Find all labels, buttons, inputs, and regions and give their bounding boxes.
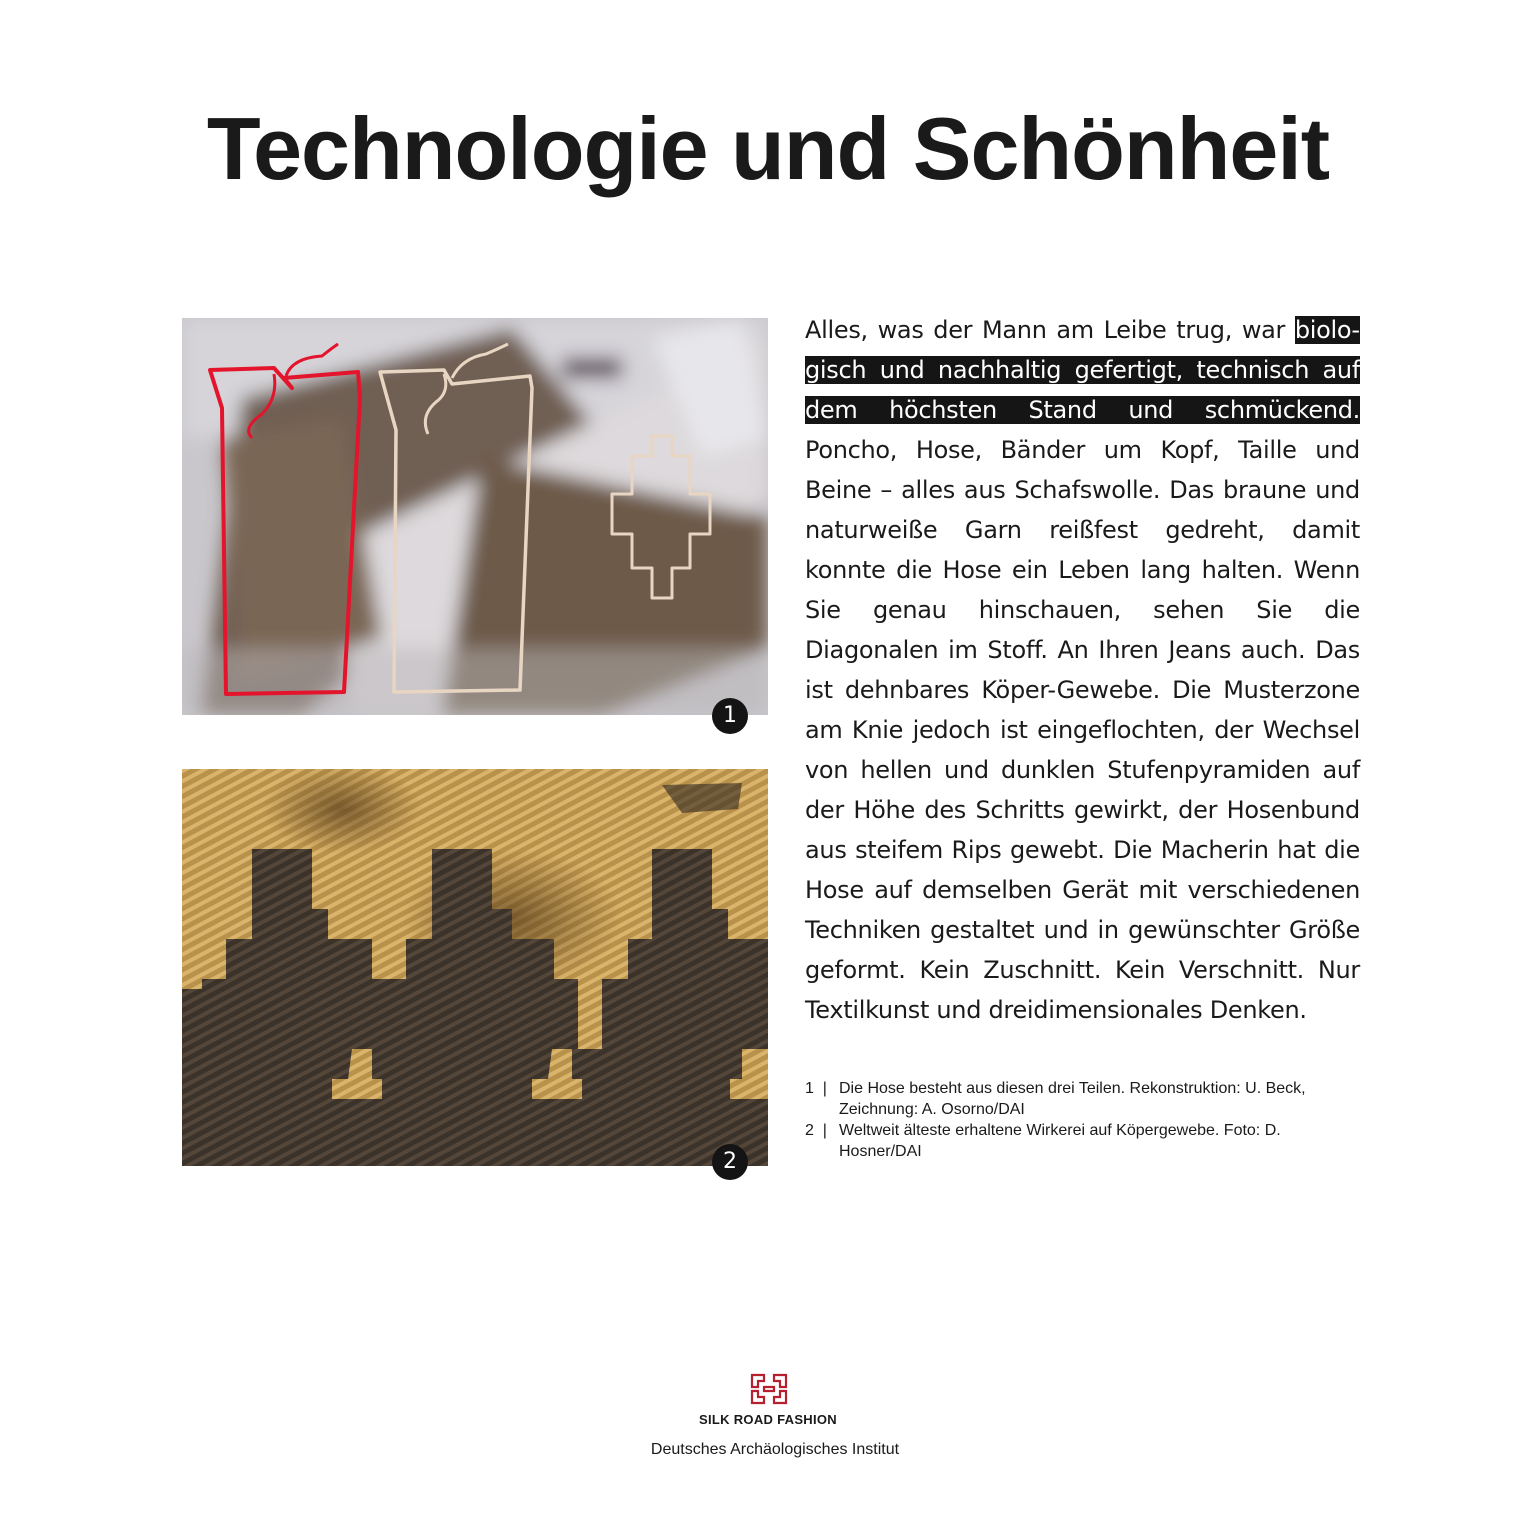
figure-1-photo [182, 318, 768, 715]
body-text [805, 310, 1360, 1030]
body-rest: Poncho, Hose, Bänder um Kopf, Taille und Beine – alles aus Schafswolle. Das braune und naturweiße Garn reißfest gedreht, damit konnte die Hose ein Leben lang halten. Wenn Sie genau hinschauen, sehen Sie die Diagonalen im Stoff. An Ihren Jeans auch. Das ist dehnbares Köper-Gewebe. Die Musterzone am Knie jedoch ist eingeflochten, der Wechsel von hellen und dunklen Stufenpyramiden auf der Höhe des Schritts gewirkt, der Hosenbund aus steifem Rips gewebt. Die Macherin hat die Hose auf demselben Gerät mit verschiedenen Techniken gestaltet und in gewünschter Größe geformt. Kein Zuschnitt. Kein Verschnitt. Nur Textilkunst und dreidimensionales Denken. [805, 436, 1360, 1024]
body-highlight: biologisch und nachhaltig gefertigt, technisch auf dem höchsten Stand und schmückend. [805, 316, 1360, 424]
figure-2-photo [182, 769, 768, 1166]
figure-captions [805, 1078, 1365, 1162]
body-intro: Alles, was der Mann am Leibe trug, war [805, 316, 1295, 344]
figure-2-badge: 2 [712, 1144, 748, 1180]
institute-name: Deutsches Archäologisches Institut [650, 1441, 900, 1458]
caption-2-text: Weltweit älteste erhaltene Wirkerei auf Köpergewebe. Foto: D. Hosner/DAI [839, 1122, 1281, 1160]
silk-road-logo-icon [748, 1371, 790, 1407]
caption-2 [805, 1120, 1365, 1162]
caption-1-text: Die Hose besteht aus diesen drei Teilen. Rekonstruktion: U. Beck, Zeichnung: A. Osorno/DAI [839, 1080, 1306, 1118]
caption-1-number: 1 | [805, 1080, 827, 1097]
caption-1 [805, 1078, 1365, 1120]
page-title: Technologie und Schönheit [206, 99, 1330, 198]
figure-1-badge: 1 [712, 698, 748, 734]
caption-2-number: 2 | [805, 1122, 827, 1139]
brand-name: SILK ROAD FASHION [699, 1412, 837, 1427]
